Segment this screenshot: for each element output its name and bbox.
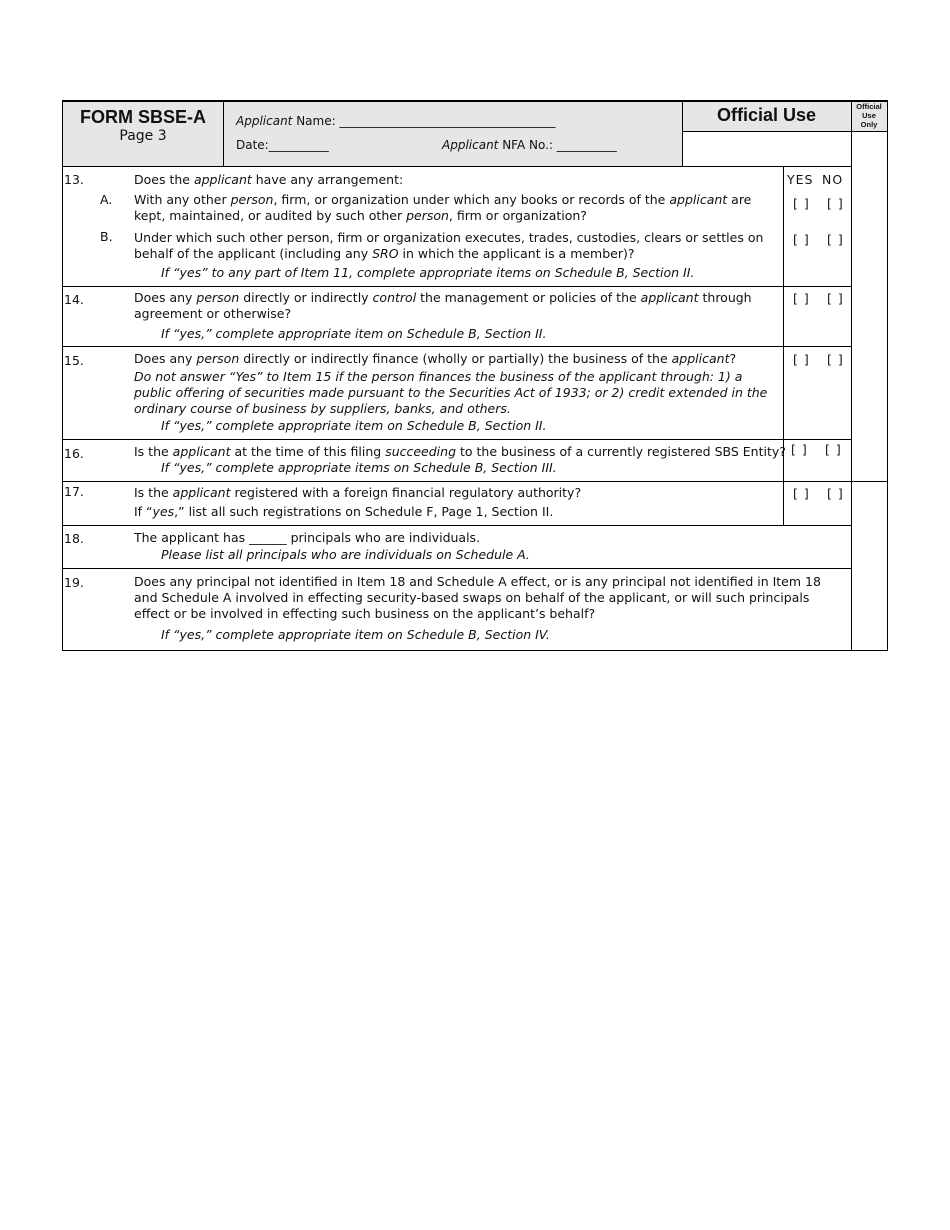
item-13a-label: A. bbox=[100, 192, 113, 207]
applicant-label: Applicant bbox=[236, 114, 293, 128]
item-14-number: 14. bbox=[64, 292, 84, 307]
item-13a-yes-checkbox[interactable]: [ ] bbox=[793, 196, 810, 211]
item-15-question: Does any person directly or indirectly finance (wholly or partially) the business of the applicant? bbox=[134, 351, 737, 366]
item-15-note: If “yes,” complete appropriate item on Schedule B, Section II. bbox=[161, 418, 547, 433]
nfa-label: NFA No.: __________ bbox=[498, 138, 617, 152]
official-use-only-label: Official Use Only bbox=[856, 102, 882, 129]
applicant-name-field[interactable] bbox=[236, 114, 555, 128]
page-number: Page 3 bbox=[119, 128, 167, 144]
yes-column-header: YES bbox=[787, 172, 814, 187]
item-13a-text: With any other person, firm, or organization under which any books or records of the applicant are kept, maintained, or audited by such other person, firm or organization? bbox=[134, 192, 752, 223]
item-13a-no-checkbox[interactable]: [ ] bbox=[827, 196, 844, 211]
item-13b-text: Under which such other person, firm or organization executes, trades, custodies, clears or settles on behalf of the applicant (including any SRO in which the applicant is a member)? bbox=[134, 230, 764, 261]
item-16-note: If “yes,” complete appropriate items on Schedule B, Section III. bbox=[161, 460, 557, 475]
item-17-question: Is the applicant registered with a foreign financial regulatory authority? bbox=[134, 485, 582, 500]
item-15-no-checkbox[interactable]: [ ] bbox=[827, 352, 844, 367]
item-15-caution: Do not answer “Yes” to Item 15 if the person finances the business of the applicant through: 1) a public offering of securities made pursuant to the Securities Act of 1933; or 2) credit extended in the ordinary course of business by suppliers, banks, and others. bbox=[134, 369, 768, 416]
item-16-yes-checkbox[interactable]: [ ] bbox=[791, 442, 808, 457]
item-18-note: Please list all principals who are individuals on Schedule A. bbox=[161, 547, 530, 562]
item-17-number: 17. bbox=[64, 484, 84, 499]
item-13b-label: B. bbox=[100, 229, 113, 244]
item-16-no-checkbox[interactable]: [ ] bbox=[825, 442, 842, 457]
item-13b-yes-checkbox[interactable]: [ ] bbox=[793, 232, 810, 247]
applicant-name-label: Name: ____________________________________ bbox=[292, 114, 556, 128]
item-14-question: Does any person directly or indirectly control the management or policies of the applicant through agreement or otherwise? bbox=[134, 290, 752, 321]
item-18-statement[interactable]: The applicant has ______ principals who are individuals. bbox=[134, 530, 481, 545]
item-13-number: 13. bbox=[64, 172, 84, 187]
item-19-question: Does any principal not identified in Item 18 and Schedule A effect, or is any principal not identified in Item 18 and Schedule A involved in effecting security-based swaps on behalf of the applicant, or will such principals effect or be involved in effecting such business on the applicant’s behalf? bbox=[134, 574, 821, 621]
item-16-question: Is the applicant at the time of this filing succeeding to the business of a currently registered SBS Entity? bbox=[134, 444, 786, 459]
date-field[interactable]: Date:__________ bbox=[236, 138, 329, 152]
official-use-title: Official Use bbox=[716, 105, 817, 125]
nfa-applicant-label: Applicant bbox=[442, 138, 499, 152]
item-17-no-checkbox[interactable]: [ ] bbox=[827, 486, 844, 501]
no-column-header: NO bbox=[822, 172, 844, 187]
item-13-note: If “yes” to any part of Item 11, complete appropriate items on Schedule B, Section II. bbox=[161, 265, 695, 280]
item-18-number: 18. bbox=[64, 531, 84, 546]
item-14-yes-checkbox[interactable]: [ ] bbox=[793, 291, 810, 306]
applicant-info-cell bbox=[223, 102, 682, 166]
item-19-number: 19. bbox=[64, 575, 84, 590]
item-14-note: If “yes,” complete appropriate item on Schedule B, Section II. bbox=[161, 326, 547, 341]
item-13b-no-checkbox[interactable]: [ ] bbox=[827, 232, 844, 247]
item-14-no-checkbox[interactable]: [ ] bbox=[827, 291, 844, 306]
form-title: FORM SBSE-A bbox=[80, 107, 206, 127]
item-15-number: 15. bbox=[64, 353, 84, 368]
item-15-yes-checkbox[interactable]: [ ] bbox=[793, 352, 810, 367]
item-16-number: 16. bbox=[64, 446, 84, 461]
item-17-instruction: If “yes,” list all such registrations on Schedule F, Page 1, Section II. bbox=[134, 504, 554, 519]
nfa-number-field[interactable] bbox=[442, 138, 617, 152]
item-13-question: Does the applicant have any arrangement: bbox=[134, 172, 404, 187]
item-19-note: If “yes,” complete appropriate item on Schedule B, Section IV. bbox=[161, 627, 550, 642]
item-17-yes-checkbox[interactable]: [ ] bbox=[793, 486, 810, 501]
